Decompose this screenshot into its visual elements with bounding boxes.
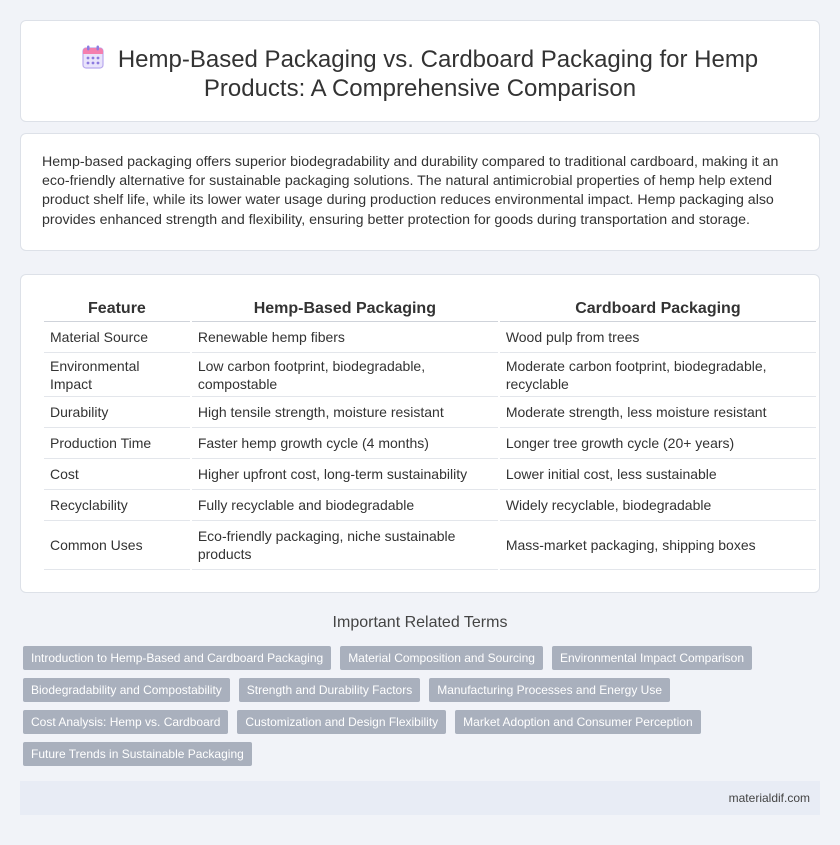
- table-cell: Fully recyclable and biodegradable: [192, 490, 498, 521]
- table-row: [44, 397, 816, 428]
- title-card: [20, 20, 820, 122]
- intro-card: [20, 133, 820, 251]
- header-cardboard: Cardboard Packaging: [500, 296, 816, 322]
- table-cell: Production Time: [44, 428, 190, 459]
- tag-row: [23, 678, 823, 702]
- tag-customization[interactable]: Customization and Design Flexibility: [237, 710, 446, 734]
- table-row: [44, 353, 816, 397]
- tag-introduction[interactable]: Introduction to Hemp-Based and Cardboard Packaging: [23, 646, 331, 670]
- tag-row: [23, 710, 823, 734]
- table-row: [44, 490, 816, 521]
- footer-site-link[interactable]: materialdif.com: [728, 791, 810, 805]
- header-feature: Feature: [44, 296, 190, 322]
- tag-cost-analysis[interactable]: Cost Analysis: Hemp vs. Cardboard: [23, 710, 228, 734]
- tag-material-composition[interactable]: Material Composition and Sourcing: [340, 646, 543, 670]
- related-terms-title: Important Related Terms: [332, 614, 508, 631]
- table-header-row: [44, 296, 816, 322]
- table-cell: Faster hemp growth cycle (4 months): [192, 428, 498, 459]
- related-terms-tags: [23, 646, 823, 774]
- tag-future-trends[interactable]: Future Trends in Sustainable Packaging: [23, 742, 252, 766]
- title-line-1: Hemp-Based Packaging vs. Cardboard Packaging for Hemp: [117, 46, 759, 73]
- header-hemp: Hemp-Based Packaging: [192, 296, 498, 322]
- table-cell: Common Uses: [44, 521, 190, 570]
- table-cell: Cost: [44, 459, 190, 490]
- tag-row: [23, 646, 823, 670]
- tag-manufacturing[interactable]: Manufacturing Processes and Energy Use: [429, 678, 670, 702]
- page-title: [21, 45, 819, 103]
- calendar-icon: [82, 45, 104, 69]
- table-row: [44, 459, 816, 490]
- comparison-table-card: [20, 274, 820, 593]
- tag-environmental-impact[interactable]: Environmental Impact Comparison: [552, 646, 752, 670]
- intro-paragraph: Hemp-based packaging offers superior biodegradability and durability compared to traditional cardboard, making it an eco-friendly alternative for sustainable packaging solutions. The natural antimicrobial properties of hemp help extend product shelf life, while its lower water usage during production reduces environmental impact. Hemp packaging also provides enhanced strength and flexibility, ensuring better protection for goods during transportation and storage.: [42, 154, 779, 228]
- tag-strength-durability[interactable]: Strength and Durability Factors: [239, 678, 420, 702]
- table-row: [44, 521, 816, 570]
- table-cell: Wood pulp from trees: [500, 322, 816, 353]
- footer: [20, 781, 820, 815]
- table-cell: Longer tree growth cycle (20+ years): [500, 428, 816, 459]
- table-cell: Recyclability: [44, 490, 190, 521]
- table-cell: Higher upfront cost, long-term sustainability: [192, 459, 498, 490]
- comparison-table: [42, 296, 818, 570]
- table-row: [44, 428, 816, 459]
- table-cell: Moderate strength, less moisture resistant: [500, 397, 816, 428]
- table-cell: Low carbon footprint, biodegradable, compostable: [192, 353, 498, 397]
- table-cell: Lower initial cost, less sustainable: [500, 459, 816, 490]
- tag-biodegradability[interactable]: Biodegradability and Compostability: [23, 678, 230, 702]
- table-cell: Widely recyclable, biodegradable: [500, 490, 816, 521]
- table-cell: Moderate carbon footprint, biodegradable, recyclable: [500, 353, 816, 397]
- tag-market-adoption[interactable]: Market Adoption and Consumer Perception: [455, 710, 700, 734]
- table-cell: Material Source: [44, 322, 190, 353]
- table-cell: Eco-friendly packaging, niche sustainable products: [192, 521, 498, 570]
- title-line-2: Products: A Comprehensive Comparison: [203, 75, 637, 102]
- table-cell: Renewable hemp fibers: [192, 322, 498, 353]
- table-cell: High tensile strength, moisture resistant: [192, 397, 498, 428]
- table-cell: Mass-market packaging, shipping boxes: [500, 521, 816, 570]
- table-cell: Environmental Impact: [44, 353, 190, 397]
- table-cell: Durability: [44, 397, 190, 428]
- table-row: [44, 322, 816, 353]
- tag-row: [23, 742, 823, 766]
